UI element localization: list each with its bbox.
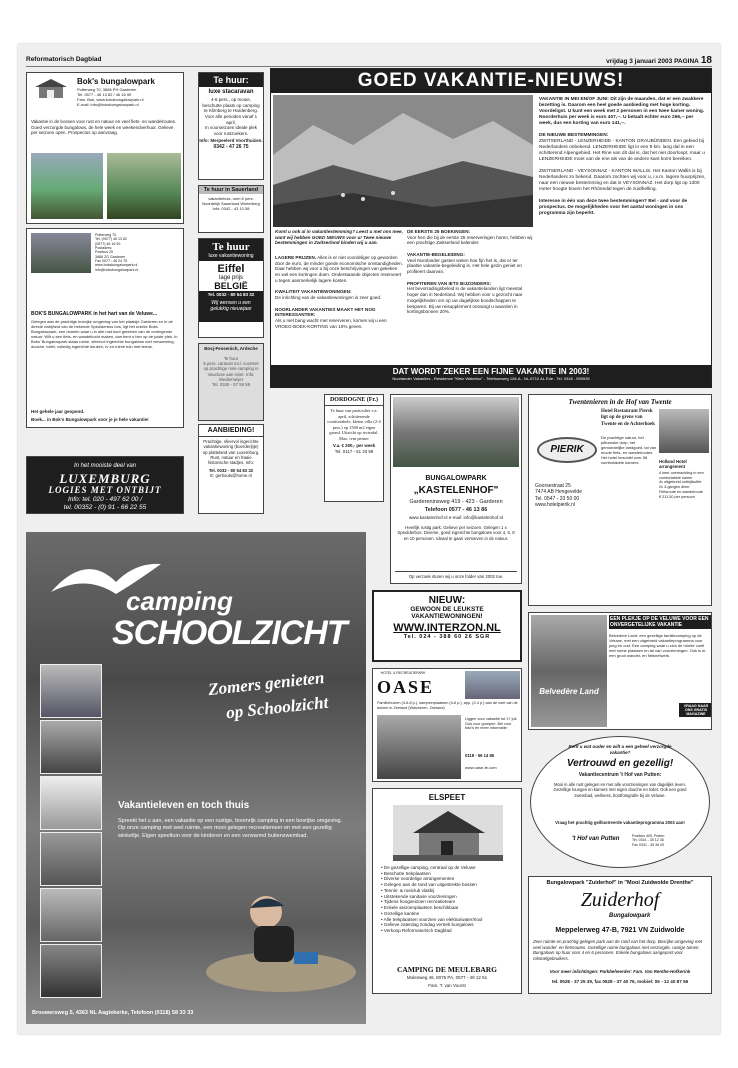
elspeet-item: • Tijdens hoogseizoen recreatieteam: [381, 899, 456, 905]
vertrouwd-ad: [528, 736, 712, 868]
twente-hotel: Hotel Restaurant Piersk ligt op de grens van Twente en de Achterhoek: [601, 409, 655, 427]
news-banner: DAT WORDT ZEKER EEN FIJNE VAKANTIE IN 2003! Noorlander Vakanties - Residence "Klein Waterloo" - Telefoonweg 128-A - NL-6712 AL Ede - Tel. 0318 - 590539: [271, 365, 711, 387]
twente-body: De prachtige natuur, het pittoreske dorp, het gemoedelijke landgoed, tal van mooie fiets- en wandelroutes. Het hotel beschikt over 58 comfortabele kamers.: [601, 435, 657, 465]
paper-name: Reformatorisch Dagblad: [26, 56, 102, 63]
news-mountain-photo: [273, 95, 533, 227]
veluwe-logo: Belvedère Land: [539, 687, 599, 696]
schoolzicht-slogan-1: Zomers genieten: [207, 667, 326, 700]
vertrouwd-body: Mooi in alle rust gelegen en met alle voorzieningen van dagelijks leven. Gezellige lounges en kamers met eigen douche en toilet. Ook een goed zwembad, wellness, bootfotografie bij de Veluwe.: [553, 782, 687, 798]
boks-photo-3: [31, 233, 91, 273]
eiffel-price: lage prijs: [218, 275, 243, 281]
twente-arr: Holland Hotel arrangement: [659, 459, 687, 470]
oase-web: www.oase-fe.com: [465, 765, 497, 770]
elspeet-owner: Fam. T. van Voorst: [428, 983, 466, 988]
elspeet-item: • Beschutte trekplaatsen: [381, 870, 431, 876]
oase-name: OASE: [377, 677, 435, 697]
lux-sub: LOGIES MET ONTBIJT: [48, 485, 162, 495]
twente-list-item: € 211,50 per persoon: [659, 494, 695, 499]
aanbieding-email: E: gerbouts@home.nl: [210, 473, 252, 479]
news-title: GOED VAKANTIE-NIEUWS!: [271, 69, 711, 93]
lux-tel-1: Info: tel. 020 - 497 62 00 /: [67, 496, 143, 503]
elspeet-item: • Gelegen aan de rand van uitgestrekte bossen: [381, 882, 477, 888]
zuiderhof-addr: Meppelerweg 47-B, 7921 VN Zuidwolde: [555, 927, 685, 934]
schoolzicht-sub: Vakantieleven en toch thuis: [118, 800, 250, 811]
page-header: [26, 54, 712, 67]
boks-title: Bok's bungalowpark: [77, 77, 155, 86]
boks-address: Putterweg 70, 3886 PH Garderen Tel. 0577 - 46 13 82 / 46 16 90 Fam. Bok, www.boksbungalowpark.nl E-mail: info@boksbungalowpark.nl: [77, 87, 144, 107]
bosj-title: Bosj-Fessenich, Ardeche: [204, 346, 258, 351]
elspeet-addr: Molenweg 46, 8075 PA, 0577 - 49 12 51: [406, 975, 488, 980]
kastelenhof-name2: „KASTELENHOF": [413, 485, 499, 496]
eiffel-slogan: Wij wensen u een gelukkig nieuwjaar: [199, 298, 263, 322]
oase-tel: 0118 - 56 14 85: [465, 753, 495, 758]
aanbieding-tel: Tel. 0032 - 80 54 83 32: [208, 467, 254, 473]
oase-photo-2: [377, 715, 461, 779]
twente-logo: PIERIK: [537, 437, 597, 463]
zuiderhof-ad: [528, 876, 712, 994]
page-info: vrijdag 3 januari 2003 PAGINA 18: [606, 55, 712, 66]
twente-list-item: Fietsroute en wandelroute: [659, 489, 703, 494]
dordogne-price: V.a. € 200,- per week: [332, 443, 376, 448]
kastelenhof-tel: Telefoon 0577 - 46 13 86: [424, 507, 488, 513]
dordogne-body: Te huur van particulier v.a. april, schitterende comfortabele, kleine villa (2-4 pers.) op 1500 m2 eigen grond. Uitzicht op rivierdal. Max. ivm penser: [327, 408, 381, 441]
news-col-right: VAKANTIE IN MEI EN/OF JUNI: Dit zijn de maanden, dat er een zwakkere bezetting is. Daarom een heel goede aanbieding met hoge korting. Voordeligst. U kunt een week met 2 personen in een twee kamer woning. Noorderhuis per week is euro 407,--. U betaalt echter euro 266,-- per week, dus een korting van euro 141,--. DE NIEUWE BESTEMMINGEN: ZWITSERLAND - LENZERHEIDE - KANTON GRAUBÜNDEN. Een gebied bij Nederlanders onbekend. LENZERHEIDE ligt in een 8 km. lang dal in een schitterend Alpengebied. Het Rine van dit dal is, dat het niet doorloopt, maar u LENZERHEIDE moet van de ene als van de andere kant komt bereiken. ZWITSERLAND - VEYSONNAZ - KANTON WALLIS. Het Kanton Wallis is bij Nederlanders zo bekend. Daarom zochten wij voor u, i.v.m. lagere huurprijzen, naar een nieuwe bestemming en dat is VEYSONNAZ. Het dorp ligt op 1300 meter hoogte boven het Rhônedal tegen de zuidhelling. Interesse in één van deze twee bestemmingen? Bel - and voor de prospectus. De mogelijkheden voor het aantal woningen in ons programma zijn beperkt.: [539, 97, 706, 216]
huur-caravan-ad: [198, 72, 264, 180]
interzon-title: NIEUW:: [428, 595, 466, 606]
lux-tel-2: tel. 00352 - (0) 91 - 66 22 55: [63, 504, 147, 511]
schoolzicht-photo-3: [40, 776, 102, 830]
schoolzicht-photo-4: [40, 832, 102, 886]
oase-ad: [372, 668, 522, 782]
zuiderhof-logo: Zuiderhof: [580, 889, 660, 911]
schoolzicht-photo-1: [40, 664, 102, 718]
news-col-left: LAGERE PRIJZEN. Alles is er niet voordeliger op geworden door de euro, de minder goede economische omstandigheden. Daar hebben wij voor u bij onze beschrijvingen van gekeken en wel een kortingen doen. Onderstaande objecten reserveert u tegen aanmerkelijk lagere kosten. KWALITEIT VAKANTIEWONINGEN: De inrichting van de vakantiewoningen is zeer goed. NOORLANDER VAKANTIES MAAKT HET NOG INTERESSANTER: Als u niet bang wacht met reserveren, komen wij u een VROEG-BOEK-KORTING van 10% geven.: [275, 255, 403, 329]
boks-ad-2: [26, 228, 184, 428]
huur1-tel: 0342 - 47 26 75: [213, 144, 249, 150]
twente-list-item: 4 keer overnachting in een comfortabele kamer: [659, 471, 704, 480]
huur1-info: Info: Merpeelerd Voorthuizen.: [199, 138, 263, 144]
elspeet-foot: CAMPING DE MEULEBARG: [396, 965, 497, 974]
elspeet-ad: [372, 788, 522, 994]
aanbieding-title: AANBIEDING!: [199, 425, 263, 437]
sauerland-title: Te huur in Sauerland: [199, 186, 263, 194]
twente-list: [659, 471, 711, 499]
elspeet-item: • Verkoop Reformatorisch Dagblad: [381, 928, 452, 934]
zuiderhof-tel: tel. 0528 - 37 25 39, fax 0528 - 37 40 76, mobiel: 06 - 12 40 87 56: [551, 979, 689, 984]
elspeet-item: • Gezellige kantine: [381, 910, 420, 916]
kastelenhof-addr: Gardereninsweg 419 - 423 - Garderen: [409, 499, 503, 505]
boks-ad-1: [26, 72, 184, 224]
boks-heading: BOK'S BUNGALOWPARK in het hart van de Veluwe...: [31, 311, 158, 317]
bosj-body: Te huur 5 pers. caravan incl. voortent op prachtige mini-camping in Vaucluse aan rivier. Info: Wedermeijer Tel. 0345 - 57 59 59: [203, 355, 259, 388]
schoolzicht-name-2: SCHOOLZICHT: [112, 614, 347, 652]
schoolzicht-slogan-2: op Schoolzicht: [225, 692, 330, 723]
boks-body-2: Gelegen aan de prachtige bosrijke omgeving van het plaatsje Garderen en in de directe nabijheid van de bekende Speulderbos bos, ligt het unieke Boks Bungalowpark, een domein waar u in alle rust kunt genieten van de omringende natuur. Wilt u een fiets- en wandeltocht maken, dan bent u hier op de juiste plek. In Boks' Bungalowpark staan ruime, sfeervol ingerichte bungalows met verwarming, douche, toilet, volledig ingerichte keuken, tv en ruime tuin met terras.: [31, 319, 178, 349]
schoolzicht-foot: Brouwersweg 5, 4363 NL Aagtekerke, Telefoon (0118) 58 33 33: [32, 1010, 194, 1016]
zuiderhof-body: Zeer ruimte en prachtig gelegen park aan de rand van het dorp. Bosrijke omgeving met veel wandel- en fietsroutes. Gezellige ruime bungalows met verzorgde, rustige tuinen. Bungalows op huur voor 4 en 6 personen. Enkele bungalows aangepast voor rolstoelgebruikers.: [533, 939, 703, 961]
vertrouwd-title: Vertrouwd en gezellig!: [566, 758, 674, 769]
oase-photo-1: [465, 671, 520, 699]
schoolzicht-photo-5: [40, 888, 102, 942]
huur1-title: Te huur:: [199, 73, 263, 87]
boks-open: Het gehele jaar geopend.: [31, 409, 85, 414]
kastelenhof-body: Heerlijk rustig park. Gelieve per seizoen. Gelegen 1 x Speulderbos. Diverse, goed ingerichte bungalows voor 4, 6, 8 en 10 personen. Ideaal te gaan vertoeven in de natuur.: [397, 525, 515, 541]
schoolzicht-photo-6: [40, 944, 102, 998]
vertrouwd-sub: Vakantiecentrum 't Hof van Putten:: [578, 772, 662, 778]
oase-side: Liggen voor vakantie tot 17 juli. Ook voor groepen. Bel voor foto's en meer informatie:: [465, 717, 518, 731]
eiffel-country: BELGIË: [214, 281, 248, 291]
twente-addr: Goorsestraat 25 7474 AB Hengevelde Tel. 0547 - 33 50 00 www.hotelpierik.nl: [535, 483, 582, 508]
twente-photo: [659, 409, 709, 453]
twente-ad: [528, 394, 712, 606]
eiffel-top: Te huur luxe vakantiewoning: [199, 239, 263, 261]
aanbieding-body: Prachtige, sfeervol ingerichte vakantiewoning (boerderijtje) op platteland van Luxemburg. Rust, natuur en fraaie historische stadjes. Info:: [202, 439, 260, 466]
vertrouwd-oval: [530, 736, 710, 868]
huur1-sub: luxe stacaravan: [208, 89, 254, 95]
kastelenhof-web: www.kastelenhof.nl e-mail: info@kastelenhof.nl: [408, 515, 504, 520]
oase-small: HOTEL & RECREATIEPARK: [380, 671, 426, 675]
boks-photo-2: [107, 153, 181, 219]
kastelenhof-foot: Op verzoek sturen wij u onze folder van 2002 toe.: [395, 571, 517, 579]
sauerland-ad: [198, 185, 264, 233]
boks-contact: Putterweg 70 Tel. (0577) 46 13 82 (0577) 46 16 90 Postadres: Postbus 25 3886 ZG Garderen Fax 0577 - 46 24 75 www.boksbungalowpark.nl info@boksbungalowpark.nl: [95, 233, 139, 272]
dordogne-ad: [324, 394, 384, 502]
sauerland-body: vakantiehuis, ruim 6 pers. Noordelijk Sauerland Winterberg Info: 0342 - 43 10 58: [202, 196, 260, 211]
twente-list-item: 4x uitgebreid ontbijtbuffet: [659, 480, 702, 485]
schoolzicht-body: Spreekt het u aan, een vakantie op een rustige, boomrijk camping in een bosrijke omgeving. Op onze camping met veel ruimte, een mooi gelegen recreatiemeer en met een gezellig winkeltje. Eigen speeltuin voor de kinderen en een verwarmd buitenzwembad.: [118, 818, 343, 839]
veluwe-photo: [531, 615, 607, 727]
interzon-tel: Tel. 024 - 388 60 26 SGR: [403, 634, 491, 640]
elspeet-house-photo: [393, 805, 503, 861]
interzon-ad: [372, 590, 522, 662]
kastelenhof-photo: [393, 397, 519, 467]
aanbieding-ad: [198, 424, 264, 514]
schoolzicht-photo-2: [40, 720, 102, 774]
eiffel-tel: Tel. 0032 - 80 54 83 32: [199, 291, 263, 298]
zuiderhof-info: Voor meer inlichtingen: Parkbeheerder: Fam. Van Renthe-Hofkerink: [549, 969, 691, 974]
schoolzicht-child-photo: [206, 872, 356, 992]
luxembourg-ad: [26, 456, 184, 514]
kastelenhof-ad: [390, 394, 522, 584]
oase-body: Familiehuizen (4-6-8 p.), kampeerplaatsen (4-6 p.), app. (2-4 p.) aan de voet van de duinen in Zeeland (Walcheren, Zeeland): [377, 701, 518, 710]
boks-photo-1: [31, 153, 103, 219]
vertrouwd-logo: 't Hof van Putten: [572, 836, 620, 842]
lux-title: LUXEMBURG: [59, 471, 151, 486]
eiffel-ad: [198, 238, 264, 338]
vertrouwd-line-1: Bent u wat ouder en wilt u een geheel verzorgde vakantie?: [568, 744, 672, 755]
bosj-ad: [198, 343, 264, 421]
elspeet-item: • Diverse voordelige arrangementen: [381, 876, 455, 882]
vakantie-nieuws-ad: [270, 68, 712, 388]
veluwe-stamp: VRAAG NAAR ONS GRATIS MAGAZINE: [679, 703, 712, 717]
veluwe-camping-ad: [528, 612, 712, 730]
dordogne-tel: Tel. 0117 - 61 33 99: [334, 448, 374, 454]
vertrouwd-foot: Vraag het prachtig geillustreerde vakantieprogramma 2003 aan!: [555, 820, 685, 825]
news-caption: Komt u ook al in vakantiestemming? Leest u met ons mee, want wij hebben GOED NIEUWS voor u! Twee nieuwe bestemmingen in Zwitserland binden wij u aan.: [275, 229, 403, 246]
zuiderhof-head: Bungalowpark "Zuiderhof" in "Mooi Zuidwolde Drenthe": [546, 880, 694, 886]
veluwe-body: Belvedère Land: een gezellige familiecamping op de Veluwe, met een uitgebreid vakantieprogramma voor jong en oud. Een camping waar u zich de ruimte voelt met ruime plaatsen en tal van voorzieningen. Ook is er een groot wandel- en fietsnetwerk.: [609, 633, 706, 658]
dordogne-title: DORDOGNE (Fr.): [325, 395, 383, 406]
lux-intro: In het mooiste deel van: [73, 463, 137, 469]
schoolzicht-name-1: camping: [126, 586, 233, 616]
elspeet-item: • Enkele seizoenplaatsen beschikbaar: [381, 905, 459, 911]
elspeet-item: • Alle trekplaatsen voorzien van elektra/water/riool: [381, 916, 483, 922]
elspeet-item: • Uitstekende sanitaire voorzieningen: [381, 893, 457, 899]
elspeet-item: • Tennis- & roeiclub vlakbij: [381, 887, 435, 893]
schoolzicht-ad: [26, 532, 366, 1024]
boks-sub: Boek... in Bok's Bungalowpark voor je je hele vakantie!: [31, 417, 149, 422]
interzon-sub: GEWOON DE LEUKSTE VAKANTIEWONINGEN!: [410, 606, 484, 620]
boks-body: Vakantie in de bossen voor rust en natuur en veel fiets- en wandelroutes. Goed verzorgde bungalows, de hele week en weekendverhuur. Gelieve per seizoen open. Prospectus op aanvraag.: [31, 119, 177, 136]
news-col-mid: DE EERSTE 25 BOEKINGEN: Voor hen die bij de eerste 25 reserveringen horen, hebben wij een prachtige Zwitserland kalender. VAKANTIE-BEGELEIDING: Veel Noorlander gasten weten hoe fijn het is, dat er ter plaatse vakantie-begeleiding is. Het hele gezin geniet en profiteert daarvan. PROFITEREN VAN IETS BIJZONDERS: Het bevorradingsbeleid in de vakantielanden ligt meestal hoger dan in Nederland. Wij hebben voor u gezocht naar mogelijkheden om op uw dagelijkse boodschappen te besparen. Bij uw reisupplement ontvangt u waarden in kortingsbonnen 20%.: [407, 229, 533, 315]
twente-list-item: 2x 3-gangen diner: [659, 485, 690, 490]
eiffel-name: Eiffel: [217, 263, 245, 275]
vertrouwd-addr: Postbus 400, Putten Tel. 0341 - 35 12 36 Fax 0341 - 35 36 00: [632, 834, 665, 847]
elspeet-list: [381, 865, 519, 934]
interzon-web: WWW.INTERZON.NL: [393, 622, 501, 634]
zuiderhof-logo-sub: Bungalowpark: [609, 913, 651, 919]
elspeet-item: • De gezellige camping, centraal op de Veluwe: [381, 865, 476, 870]
newspaper-page: [18, 44, 720, 1034]
twente-head: Twentenieren in de Hof van Twente: [568, 398, 672, 406]
huur1-body: 4-6 pers., op mooie, beschutte plaats op camping te Klimberg te Hardenberg. Voor alle perioden vanaf 1 april. In voorseizoen ideale plek voor rustzoekers.: [202, 97, 260, 136]
elspeet-item: • Gelieve zaterdag zondag vertrek bungalows: [381, 922, 474, 928]
kastelenhof-name1: BUNGALOWPARK: [425, 475, 487, 482]
boks-house-icon: [31, 77, 71, 99]
elspeet-title: ELSPEET: [428, 793, 466, 802]
veluwe-head: EEN PLEKJE OP DE VELUWE VOOR EEN ONVERGETELIJKE VAKANTIE: [609, 615, 712, 629]
